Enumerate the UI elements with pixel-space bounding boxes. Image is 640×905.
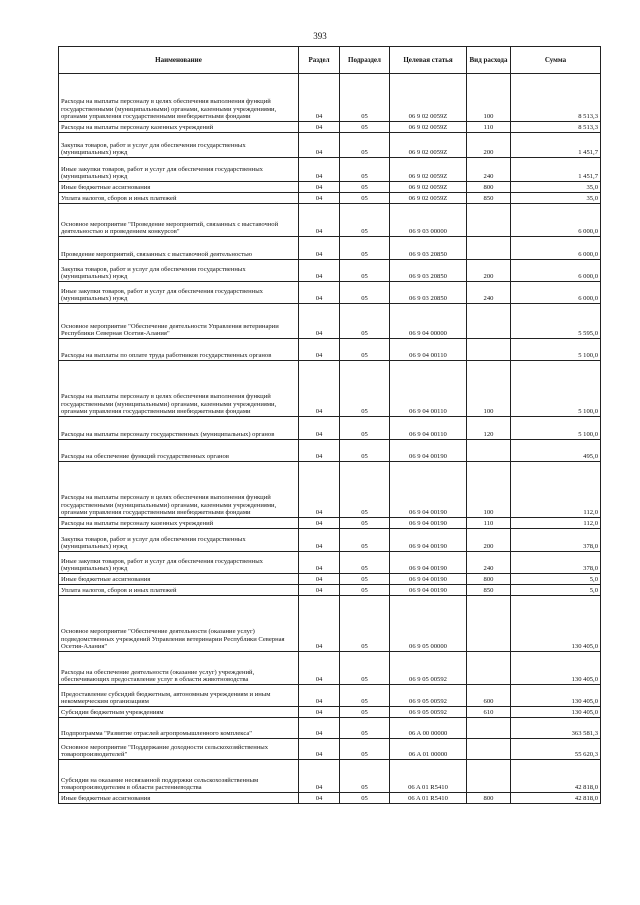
cell-type	[467, 204, 511, 237]
cell-sum: 5 100,0	[511, 361, 601, 417]
cell-type	[467, 760, 511, 793]
cell-type: 240	[467, 552, 511, 574]
cell-sum: 6 000,0	[511, 204, 601, 237]
cell-sum: 5 100,0	[511, 339, 601, 361]
cell-subsection: 05	[340, 462, 390, 518]
cell-name: Уплата налогов, сборов и иных платежей	[59, 193, 299, 204]
cell-subsection: 05	[340, 707, 390, 718]
cell-section: 04	[299, 707, 340, 718]
cell-target: 06 9 04 00190	[390, 518, 467, 529]
cell-sum: 35,0	[511, 182, 601, 193]
cell-target: 06 9 02 0059Z	[390, 182, 467, 193]
cell-sum: 5,0	[511, 585, 601, 596]
cell-subsection: 05	[340, 361, 390, 417]
table-row	[59, 237, 601, 260]
cell-target: 06 9 03 20850	[390, 282, 467, 304]
cell-name: Расходы на выплаты по оплате труда работников государственных органов	[59, 339, 299, 361]
cell-type	[467, 339, 511, 361]
cell-section: 04	[299, 652, 340, 685]
cell-name: Расходы на выплаты персоналу казенных учреждений	[59, 122, 299, 133]
table-row	[59, 718, 601, 739]
table-row	[59, 74, 601, 122]
cell-target: 06 9 05 00592	[390, 685, 467, 707]
table-row	[59, 685, 601, 707]
cell-type: 200	[467, 529, 511, 552]
page-number: 393	[313, 31, 327, 41]
cell-type: 800	[467, 793, 511, 804]
cell-section: 04	[299, 204, 340, 237]
cell-name: Расходы на выплаты персоналу в целях обеспечения выполнения функций государственными (муниципальными) органами, казенными учреждениями, органами управления государственными внебюджетными фондами	[59, 462, 299, 518]
cell-subsection: 05	[340, 793, 390, 804]
cell-section: 04	[299, 552, 340, 574]
header-name: Наименование	[59, 47, 299, 74]
cell-name: Расходы на обеспечение функций государственных органов	[59, 440, 299, 462]
cell-name: Проведение мероприятий, связанных с выставочной деятельностью	[59, 237, 299, 260]
cell-subsection: 05	[340, 182, 390, 193]
cell-subsection: 05	[340, 74, 390, 122]
cell-subsection: 05	[340, 552, 390, 574]
cell-section: 04	[299, 193, 340, 204]
table-row	[59, 707, 601, 718]
cell-name: Основное мероприятие "Поддержание доходности сельскохозяйственных товаропроизводителей"	[59, 739, 299, 760]
table-row	[59, 158, 601, 182]
cell-sum: 363 581,3	[511, 718, 601, 739]
table-row	[59, 282, 601, 304]
table-row	[59, 260, 601, 282]
cell-target: 06 A 01 00000	[390, 739, 467, 760]
table-row	[59, 596, 601, 652]
cell-type: 240	[467, 158, 511, 182]
table-row	[59, 462, 601, 518]
cell-type	[467, 237, 511, 260]
cell-sum: 5,0	[511, 574, 601, 585]
cell-section: 04	[299, 793, 340, 804]
cell-section: 04	[299, 339, 340, 361]
cell-target: 06 9 05 00000	[390, 596, 467, 652]
table-row	[59, 760, 601, 793]
cell-sum: 6 000,0	[511, 282, 601, 304]
cell-subsection: 05	[340, 304, 390, 339]
table-row	[59, 552, 601, 574]
cell-sum: 42 818,0	[511, 793, 601, 804]
cell-subsection: 05	[340, 133, 390, 158]
table-row	[59, 133, 601, 158]
table-row	[59, 339, 601, 361]
cell-subsection: 05	[340, 260, 390, 282]
cell-subsection: 05	[340, 237, 390, 260]
table-row	[59, 529, 601, 552]
header-subsection: Подраздел	[340, 47, 390, 74]
table-row	[59, 182, 601, 193]
cell-target: 06 9 02 0059Z	[390, 193, 467, 204]
cell-sum: 8 513,3	[511, 122, 601, 133]
cell-sum: 112,0	[511, 518, 601, 529]
cell-sum: 55 620,3	[511, 739, 601, 760]
cell-section: 04	[299, 133, 340, 158]
cell-subsection: 05	[340, 204, 390, 237]
cell-name: Иные бюджетные ассигнования	[59, 793, 299, 804]
cell-sum: 35,0	[511, 193, 601, 204]
cell-target: 06 9 02 0059Z	[390, 133, 467, 158]
cell-sum: 6 000,0	[511, 237, 601, 260]
cell-target: 06 9 04 00190	[390, 585, 467, 596]
cell-sum: 130 405,0	[511, 707, 601, 718]
cell-name: Уплата налогов, сборов и иных платежей	[59, 585, 299, 596]
cell-section: 04	[299, 417, 340, 440]
cell-name: Расходы на выплаты персоналу казенных учреждений	[59, 518, 299, 529]
cell-target: 06 9 03 20850	[390, 260, 467, 282]
table-row	[59, 122, 601, 133]
cell-type	[467, 652, 511, 685]
cell-target: 06 9 05 00592	[390, 707, 467, 718]
cell-target: 06 9 04 00000	[390, 304, 467, 339]
cell-subsection: 05	[340, 339, 390, 361]
table-row	[59, 793, 601, 804]
cell-sum: 6 000,0	[511, 260, 601, 282]
cell-section: 04	[299, 685, 340, 707]
cell-name: Основное мероприятие "Обеспечение деятельности (оказание услуг) подведомственных учреждений Управления ветеринарии Республики Северная Осетия-Алания"	[59, 596, 299, 652]
cell-type	[467, 739, 511, 760]
cell-target: 06 9 03 20850	[390, 237, 467, 260]
cell-subsection: 05	[340, 596, 390, 652]
cell-target: 06 9 04 00110	[390, 361, 467, 417]
cell-subsection: 05	[340, 685, 390, 707]
cell-type: 800	[467, 182, 511, 193]
cell-name: Иные бюджетные ассигнования	[59, 574, 299, 585]
table-row	[59, 739, 601, 760]
cell-sum: 112,0	[511, 462, 601, 518]
cell-section: 04	[299, 529, 340, 552]
cell-subsection: 05	[340, 122, 390, 133]
table-row	[59, 574, 601, 585]
cell-type: 800	[467, 574, 511, 585]
cell-type: 100	[467, 361, 511, 417]
cell-type: 100	[467, 74, 511, 122]
cell-section: 04	[299, 237, 340, 260]
cell-target: 06 9 04 00190	[390, 552, 467, 574]
cell-section: 04	[299, 260, 340, 282]
cell-type: 850	[467, 585, 511, 596]
cell-section: 04	[299, 760, 340, 793]
cell-sum: 378,0	[511, 529, 601, 552]
budget-table	[58, 46, 601, 804]
cell-subsection: 05	[340, 282, 390, 304]
table-row	[59, 304, 601, 339]
header-sum: Сумма	[511, 47, 601, 74]
cell-name: Подпрограмма "Развитие отраслей агропромышленного комплекса"	[59, 718, 299, 739]
cell-sum: 495,0	[511, 440, 601, 462]
cell-section: 04	[299, 74, 340, 122]
table-header-row	[59, 47, 601, 74]
header-expense-type: Вид расхода	[467, 47, 511, 74]
cell-type	[467, 440, 511, 462]
cell-name: Расходы на обеспечение деятельности (оказание услуг) учреждений, обеспечивающих предоставление услуг в области животноводства	[59, 652, 299, 685]
cell-type: 850	[467, 193, 511, 204]
cell-target: 06 9 04 00110	[390, 339, 467, 361]
cell-name: Иные закупки товаров, работ и услуг для обеспечения государственных (муниципальных) нужд	[59, 282, 299, 304]
table-row	[59, 440, 601, 462]
cell-name: Закупка товаров, работ и услуг для обеспечения государственных (муниципальных) нужд	[59, 133, 299, 158]
cell-section: 04	[299, 361, 340, 417]
cell-name: Иные закупки товаров, работ и услуг для обеспечения государственных (муниципальных) нужд	[59, 552, 299, 574]
cell-section: 04	[299, 282, 340, 304]
cell-target: 06 9 04 00190	[390, 574, 467, 585]
cell-name: Закупка товаров, работ и услуг для обеспечения государственных (муниципальных) нужд	[59, 260, 299, 282]
cell-name: Иные закупки товаров, работ и услуг для обеспечения государственных (муниципальных) нужд	[59, 158, 299, 182]
cell-subsection: 05	[340, 739, 390, 760]
cell-target: 06 9 04 00190	[390, 462, 467, 518]
cell-target: 06 9 05 00592	[390, 652, 467, 685]
cell-target: 06 A 01 R5410	[390, 793, 467, 804]
cell-section: 04	[299, 304, 340, 339]
cell-subsection: 05	[340, 518, 390, 529]
cell-type	[467, 304, 511, 339]
cell-name: Иные бюджетные ассигнования	[59, 182, 299, 193]
cell-target: 06 9 04 00110	[390, 417, 467, 440]
cell-name: Закупка товаров, работ и услуг для обеспечения государственных (муниципальных) нужд	[59, 529, 299, 552]
cell-subsection: 05	[340, 718, 390, 739]
cell-type: 600	[467, 685, 511, 707]
cell-subsection: 05	[340, 529, 390, 552]
cell-target: 06 9 04 00190	[390, 440, 467, 462]
table-row	[59, 417, 601, 440]
cell-section: 04	[299, 739, 340, 760]
cell-sum: 130 405,0	[511, 685, 601, 707]
cell-type: 100	[467, 462, 511, 518]
cell-name: Основное мероприятие "Обеспечение деятельности Управления ветеринарии Республики Северная Осетия-Алания"	[59, 304, 299, 339]
cell-section: 04	[299, 718, 340, 739]
cell-target: 06 A 00 00000	[390, 718, 467, 739]
cell-name: Субсидии на оказание несвязанной поддержки сельскохозяйственным товаропроизводителям в области растениеводства	[59, 760, 299, 793]
cell-name: Расходы на выплаты персоналу государственных (муниципальных) органов	[59, 417, 299, 440]
table-row	[59, 518, 601, 529]
cell-subsection: 05	[340, 574, 390, 585]
cell-subsection: 05	[340, 440, 390, 462]
cell-name: Расходы на выплаты персоналу в целях обеспечения выполнения функций государственными (муниципальными) органами, казенными учреждениями, органами управления государственными внебюджетными фондами	[59, 361, 299, 417]
cell-section: 04	[299, 182, 340, 193]
cell-subsection: 05	[340, 417, 390, 440]
cell-target: 06 A 01 R5410	[390, 760, 467, 793]
cell-target: 06 9 03 00000	[390, 204, 467, 237]
cell-sum: 5 100,0	[511, 417, 601, 440]
cell-section: 04	[299, 574, 340, 585]
cell-sum: 8 513,3	[511, 74, 601, 122]
cell-subsection: 05	[340, 193, 390, 204]
header-target: Целевая статья	[390, 47, 467, 74]
cell-sum: 130 405,0	[511, 652, 601, 685]
cell-name: Предоставление субсидий бюджетным, автономным учреждениям и иным некоммерческим организациям	[59, 685, 299, 707]
table-row	[59, 361, 601, 417]
cell-subsection: 05	[340, 585, 390, 596]
header-section: Раздел	[299, 47, 340, 74]
cell-sum: 1 451,7	[511, 158, 601, 182]
cell-type	[467, 718, 511, 739]
cell-type: 610	[467, 707, 511, 718]
table-row	[59, 652, 601, 685]
cell-type	[467, 596, 511, 652]
cell-section: 04	[299, 585, 340, 596]
cell-target: 06 9 02 0059Z	[390, 74, 467, 122]
cell-sum: 378,0	[511, 552, 601, 574]
cell-subsection: 05	[340, 652, 390, 685]
cell-type: 120	[467, 417, 511, 440]
cell-target: 06 9 02 0059Z	[390, 158, 467, 182]
table-row	[59, 585, 601, 596]
cell-name: Субсидии бюджетным учреждениям	[59, 707, 299, 718]
cell-type: 110	[467, 518, 511, 529]
table-row	[59, 193, 601, 204]
cell-subsection: 05	[340, 760, 390, 793]
cell-type: 200	[467, 133, 511, 158]
cell-section: 04	[299, 158, 340, 182]
cell-sum: 42 818,0	[511, 760, 601, 793]
cell-section: 04	[299, 122, 340, 133]
cell-section: 04	[299, 518, 340, 529]
table-row	[59, 204, 601, 237]
cell-sum: 1 451,7	[511, 133, 601, 158]
cell-type: 110	[467, 122, 511, 133]
cell-name: Основное мероприятие "Проведение мероприятий, связанных с выставочной деятельностью и проведением конкурсов"	[59, 204, 299, 237]
cell-type: 240	[467, 282, 511, 304]
cell-section: 04	[299, 596, 340, 652]
cell-sum: 5 595,0	[511, 304, 601, 339]
cell-type: 200	[467, 260, 511, 282]
cell-section: 04	[299, 462, 340, 518]
cell-target: 06 9 02 0059Z	[390, 122, 467, 133]
cell-section: 04	[299, 440, 340, 462]
cell-name: Расходы на выплаты персоналу в целях обеспечения выполнения функций государственными (муниципальными) органами, казенными учреждениями, органами управления государственными внебюджетными фондами	[59, 74, 299, 122]
cell-subsection: 05	[340, 158, 390, 182]
cell-sum: 130 405,0	[511, 596, 601, 652]
cell-target: 06 9 04 00190	[390, 529, 467, 552]
